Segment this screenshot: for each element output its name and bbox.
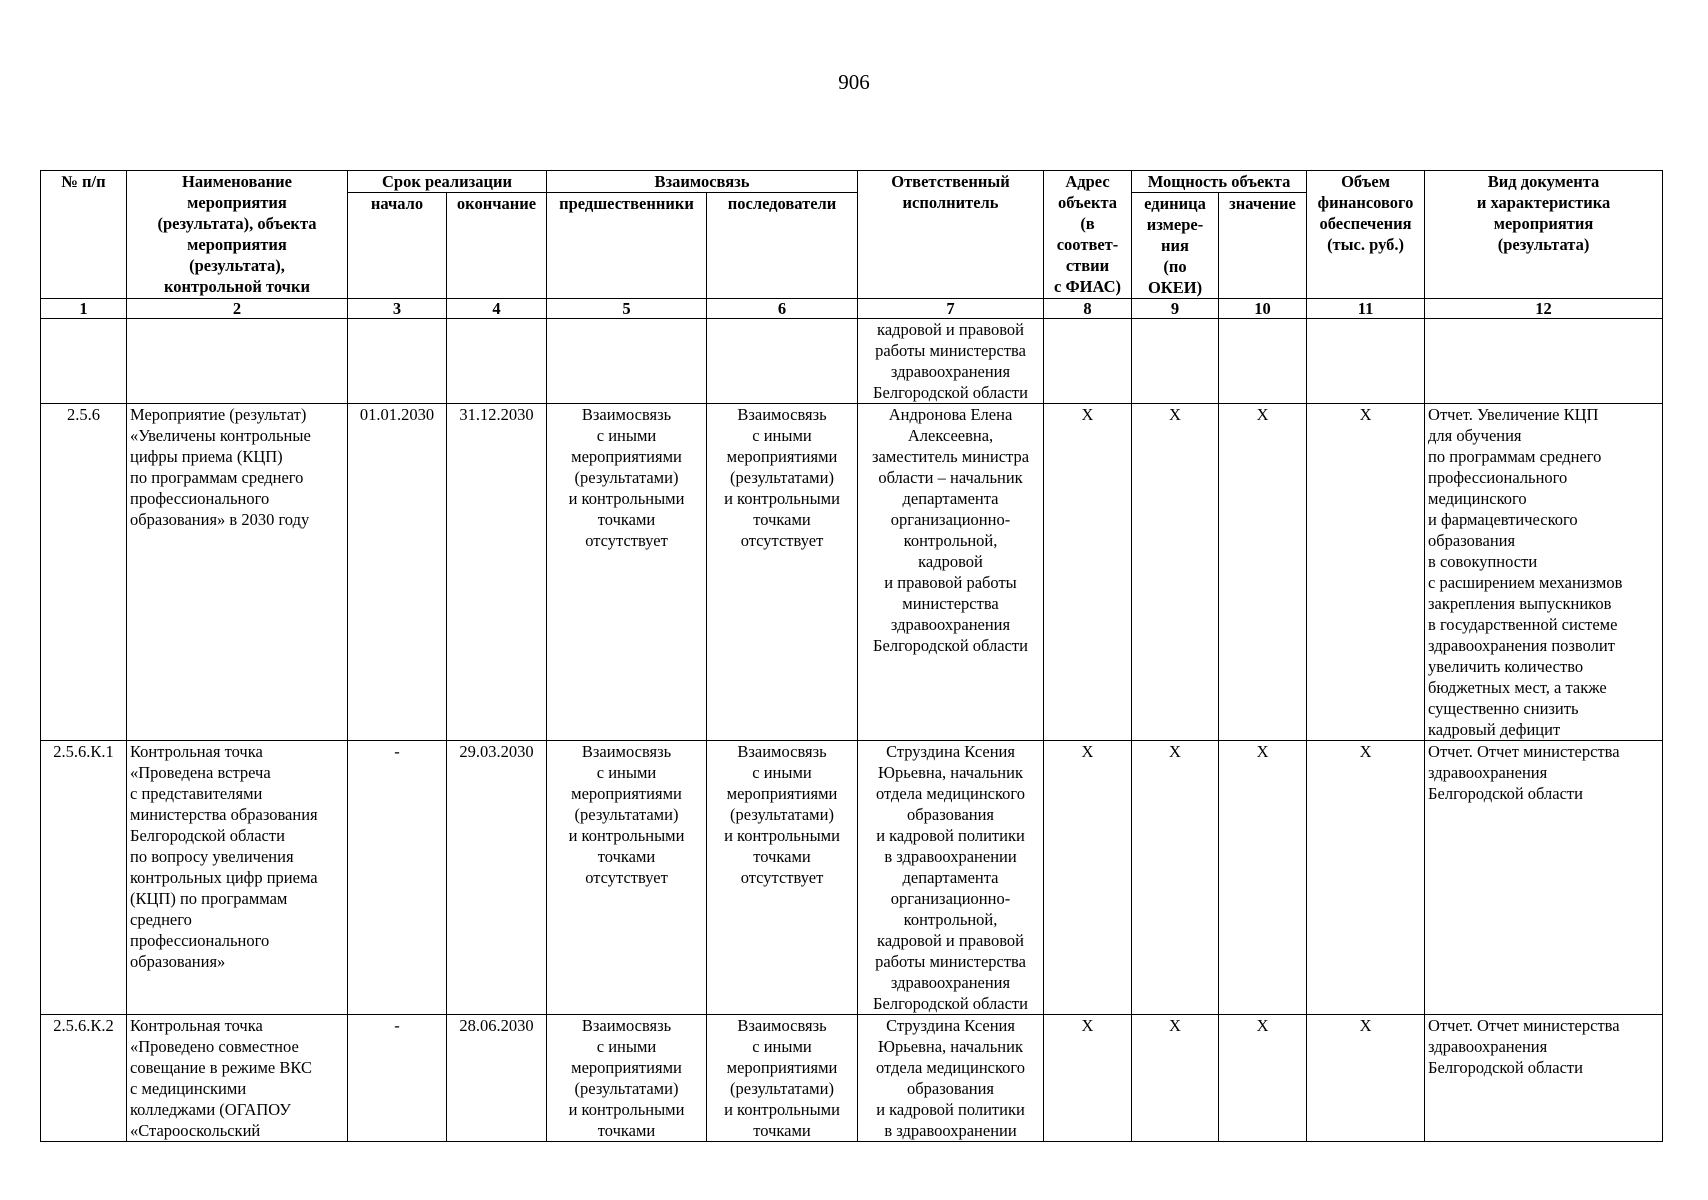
cell-unit: Х [1132, 741, 1219, 1015]
cell-doc [1425, 319, 1663, 404]
header-name: Наименование мероприятия (результата), объекта мероприятия (результата), контрольной точки [127, 171, 348, 299]
cell-responsible: Андронова Елена Алексеевна, заместитель министра области – начальник департамента организационно- контрольной, кадровой и правовой работы министерства здравоохранения Белгородской области [858, 404, 1044, 741]
cell-next [707, 319, 858, 404]
header-term-start: начало [348, 193, 447, 299]
cell-name: Мероприятие (результат) «Увеличены контрольные цифры приема (КЦП) по программам среднего профессионального образования» в 2030 году [127, 404, 348, 741]
cell-num: 2.5.6 [41, 404, 127, 741]
table-header [41, 171, 1663, 319]
header-volume: Объем финансового обеспечения (тыс. руб.) [1307, 171, 1425, 299]
cell-name: Контрольная точка «Проведена встреча с представителями министерства образования Белгородской области по вопросу увеличения контрольных цифр приема (КЦП) по программам среднего профессионального образования» [127, 741, 348, 1015]
cell-next: Взаимосвязь с иными мероприятиями (результатами) и контрольными точками [707, 1015, 858, 1142]
cell-start: - [348, 741, 447, 1015]
page-number: 906 [838, 70, 870, 94]
cell-next: Взаимосвязь с иными мероприятиями (результатами) и контрольными точками отсутствует [707, 741, 858, 1015]
column-number: 5 [547, 299, 707, 319]
cell-value: Х [1219, 741, 1307, 1015]
cell-prev: Взаимосвязь с иными мероприятиями (результатами) и контрольными точками отсутствует [547, 741, 707, 1015]
cell-prev: Взаимосвязь с иными мероприятиями (результатами) и контрольными точками [547, 1015, 707, 1142]
cell-name [127, 319, 348, 404]
column-number: 8 [1044, 299, 1132, 319]
cell-value [1219, 319, 1307, 404]
column-number: 10 [1219, 299, 1307, 319]
table-row [41, 404, 1663, 741]
cell-address [1044, 319, 1132, 404]
cell-volume [1307, 319, 1425, 404]
cell-end: 31.12.2030 [447, 404, 547, 741]
cell-address: Х [1044, 404, 1132, 741]
column-numbers-row [41, 299, 1663, 319]
table-row [41, 741, 1663, 1015]
cell-responsible: Струздина Ксения Юрьевна, начальник отдела медицинского образования и кадровой политики в здравоохранении [858, 1015, 1044, 1142]
header-responsible: Ответственный исполнитель [858, 171, 1044, 299]
cell-volume: Х [1307, 741, 1425, 1015]
header-capacity: Мощность объекта [1132, 171, 1307, 193]
cell-start [348, 319, 447, 404]
cell-num [41, 319, 127, 404]
column-number: 9 [1132, 299, 1219, 319]
header-capacity-value: значение [1219, 193, 1307, 299]
cell-doc: Отчет. Отчет министерства здравоохранения Белгородской области [1425, 741, 1663, 1015]
header-link-next: последователи [707, 193, 858, 299]
header-num: № п/п [41, 171, 127, 299]
header-link-prev: предшественники [547, 193, 707, 299]
header-capacity-unit: единица измере- ния (по ОКЕИ) [1132, 193, 1219, 299]
cell-start: - [348, 1015, 447, 1142]
table-row [41, 319, 1663, 404]
header-address: Адрес объекта (в соответ- ствии с ФИАС) [1044, 171, 1132, 299]
column-number: 3 [348, 299, 447, 319]
cell-name: Контрольная точка «Проведено совместное совещание в режиме ВКС с медицинскими колледжами (ОГАПОУ «Старооскольский [127, 1015, 348, 1142]
column-number: 11 [1307, 299, 1425, 319]
cell-address: Х [1044, 1015, 1132, 1142]
cell-value: Х [1219, 404, 1307, 741]
header-doc: Вид документа и характеристика мероприятия (результата) [1425, 171, 1663, 299]
column-number: 7 [858, 299, 1044, 319]
cell-prev [547, 319, 707, 404]
cell-prev: Взаимосвязь с иными мероприятиями (результатами) и контрольными точками отсутствует [547, 404, 707, 741]
table-row [41, 1015, 1663, 1142]
cell-volume: Х [1307, 1015, 1425, 1142]
events-table [40, 170, 1663, 1142]
header-term-end: окончание [447, 193, 547, 299]
cell-num: 2.5.6.К.2 [41, 1015, 127, 1142]
cell-doc: Отчет. Отчет министерства здравоохранения Белгородской области [1425, 1015, 1663, 1142]
cell-end [447, 319, 547, 404]
cell-unit: Х [1132, 1015, 1219, 1142]
column-number: 1 [41, 299, 127, 319]
header-term: Срок реализации [348, 171, 547, 193]
cell-end: 28.06.2030 [447, 1015, 547, 1142]
column-number: 2 [127, 299, 348, 319]
cell-unit: Х [1132, 404, 1219, 741]
header-link: Взаимосвязь [547, 171, 858, 193]
cell-next: Взаимосвязь с иными мероприятиями (результатами) и контрольными точками отсутствует [707, 404, 858, 741]
cell-address: Х [1044, 741, 1132, 1015]
column-number: 12 [1425, 299, 1663, 319]
cell-responsible: Струздина Ксения Юрьевна, начальник отдела медицинского образования и кадровой политики в здравоохранении департамента организационно- контрольной, кадровой и правовой работы министерства здравоохранения Белгородской области [858, 741, 1044, 1015]
cell-doc: Отчет. Увеличение КЦП для обучения по программам среднего профессионального медицинского и фармацевтического образования в совокупности с расширением механизмов закрепления выпускников в государственной системе здравоохранения позволит увеличить количество бюджетных мест, а также существенно снизить кадровый дефицит [1425, 404, 1663, 741]
cell-unit [1132, 319, 1219, 404]
cell-end: 29.03.2030 [447, 741, 547, 1015]
column-number: 6 [707, 299, 858, 319]
cell-responsible: кадровой и правовой работы министерства здравоохранения Белгородской области [858, 319, 1044, 404]
cell-volume: Х [1307, 404, 1425, 741]
column-number: 4 [447, 299, 547, 319]
cell-num: 2.5.6.К.1 [41, 741, 127, 1015]
cell-start: 01.01.2030 [348, 404, 447, 741]
cell-value: Х [1219, 1015, 1307, 1142]
